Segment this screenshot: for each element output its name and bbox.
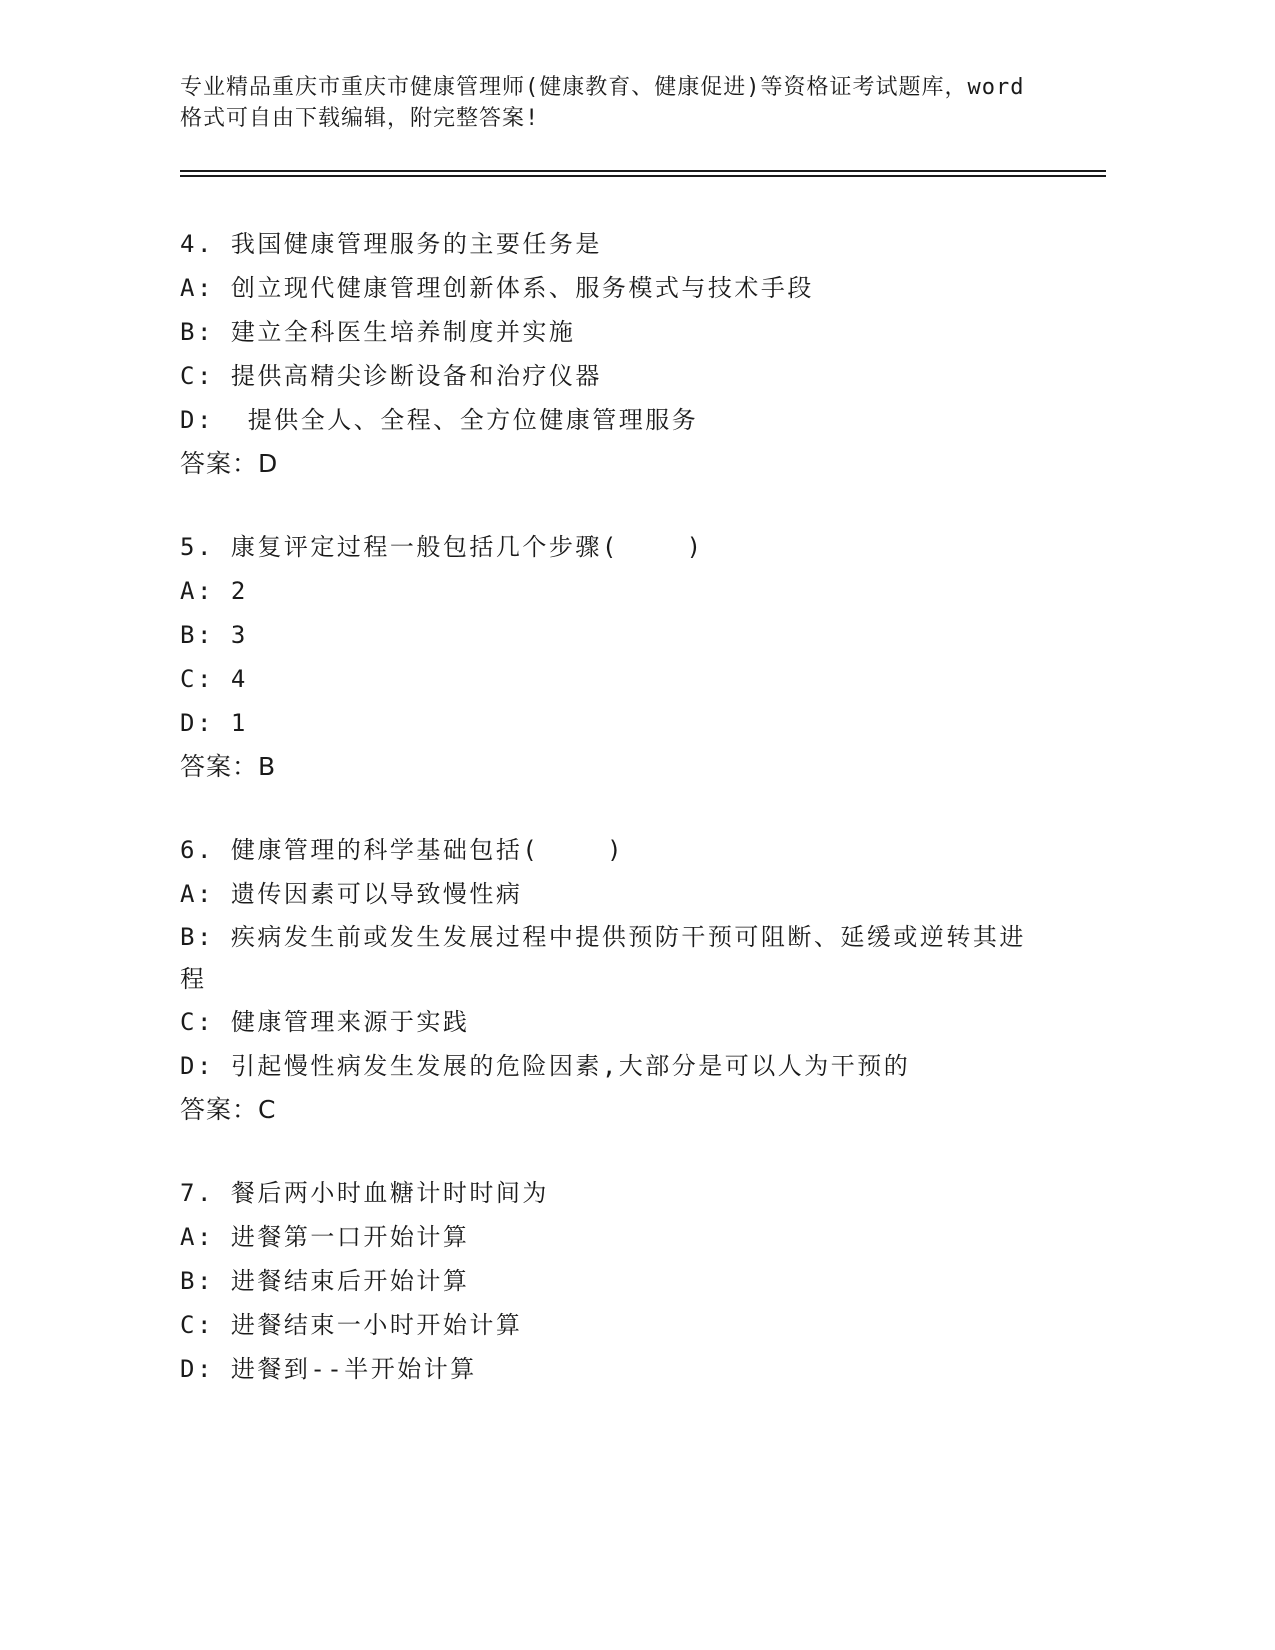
answer-label: 答案：D: [180, 449, 279, 478]
option-d: D: 1: [180, 709, 248, 737]
question-6: [180, 828, 1040, 1132]
question-stem: 6. 健康管理的科学基础包括( ): [180, 836, 625, 864]
option-d: D: 提供全人、全程、全方位健康管理服务: [180, 406, 699, 434]
header-divider-bottom: [180, 175, 1106, 177]
option-c: C: 进餐结束一小时开始计算: [180, 1311, 523, 1339]
option-b: B: 进餐结束后开始计算: [180, 1267, 470, 1295]
option-d: D: 进餐到--半开始计算: [180, 1355, 477, 1383]
header-line-2: 格式可自由下载编辑，附完整答案!: [180, 106, 540, 131]
option-c: C: 4: [180, 665, 248, 693]
option-a: A: 创立现代健康管理创新体系、服务模式与技术手段: [180, 274, 814, 302]
question-stem: 4. 我国健康管理服务的主要任务是: [180, 230, 602, 258]
option-d: D: 引起慢性病发生发展的危险因素,大部分是可以人为干预的: [180, 1052, 911, 1080]
question-4: [180, 222, 1040, 486]
option-b: B: 3: [180, 621, 248, 649]
header-divider-top: [180, 170, 1106, 172]
option-a: A: 遗传因素可以导致慢性病: [180, 880, 523, 908]
option-c: C: 提供高精尖诊断设备和治疗仪器: [180, 362, 602, 390]
option-b: B: 建立全科医生培养制度并实施: [180, 318, 576, 346]
question-7: [180, 1171, 1040, 1391]
option-a: A: 2: [180, 577, 248, 605]
answer-label: 答案：B: [180, 752, 277, 781]
question-5: [180, 525, 1040, 789]
answer-label: 答案：C: [180, 1095, 277, 1124]
question-list: [180, 222, 1040, 1430]
question-stem: 7. 餐后两小时血糖计时时间为: [180, 1179, 549, 1207]
document-header: [180, 72, 1060, 134]
option-b: B: 疾病发生前或发生发展过程中提供预防干预可阻断、延缓或逆转其进程: [180, 923, 1026, 993]
question-stem: 5. 康复评定过程一般包括几个步骤( ): [180, 533, 704, 561]
header-line-1: 专业精品重庆市重庆市健康管理师(健康教育、健康促进)等资格证考试题库，word: [180, 75, 1025, 100]
option-a: A: 进餐第一口开始计算: [180, 1223, 470, 1251]
option-c: C: 健康管理来源于实践: [180, 1008, 470, 1036]
